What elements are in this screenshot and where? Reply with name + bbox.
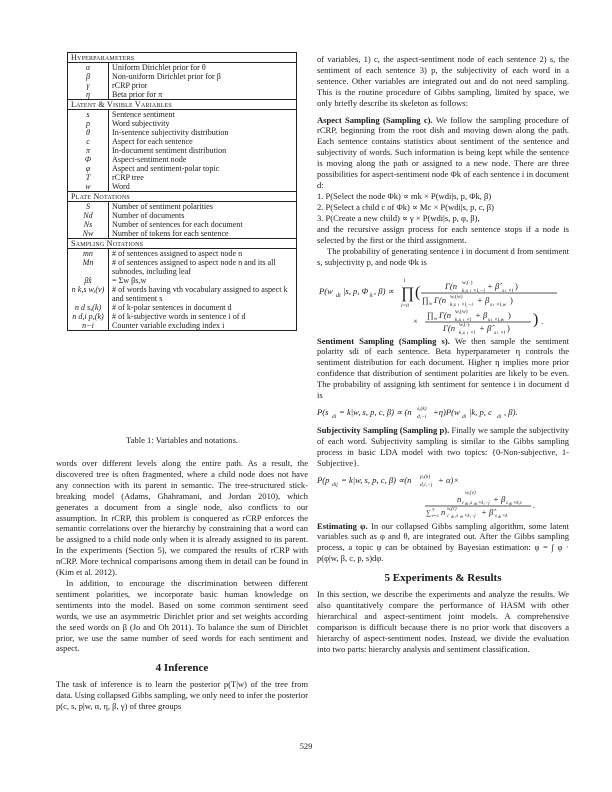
equation-graphic xyxy=(317,272,569,336)
svg-text:d,−i: d,−i xyxy=(417,413,427,420)
svg-text:, β).: , β). xyxy=(504,406,518,417)
table-row: Mn # of sentences assigned to aspect node n and its all subnodes, including leaf xyxy=(68,258,297,276)
svg-text:w: w xyxy=(434,316,438,322)
svg-text:d,i,−j: d,i,−j xyxy=(420,481,433,488)
table-row: α Uniform Dirichlet prior for θ xyxy=(68,63,297,73)
svg-text:×l,−i: ×l,−i xyxy=(473,287,485,294)
svg-text:×l,w: ×l,w xyxy=(494,316,505,323)
svg-text:s: s xyxy=(502,287,505,294)
svg-text:s: s xyxy=(506,500,508,506)
svg-text:×: × xyxy=(413,315,418,326)
svg-text:+ β: + β xyxy=(493,493,506,504)
svg-text:∑: ∑ xyxy=(426,508,431,517)
paragraph xyxy=(317,425,569,469)
page-number: 529 xyxy=(299,742,313,751)
svg-text:×l: ×l xyxy=(466,316,472,323)
svg-text:|k, p, c: |k, p, c xyxy=(469,406,492,417)
svg-text:n: n xyxy=(457,493,462,504)
table-section-header: Plate Notations xyxy=(68,192,297,202)
equation-subjectivity xyxy=(317,472,569,518)
paragraph-text: Finally we sample the subjectivity of each word. Subjectivity sampling is similar to the Gibbs sampling process in basic LDA model with two topics: {0-Non-subjective, 1-Subjective}. xyxy=(317,424,570,468)
svg-text:×k,−j: ×k,−j xyxy=(464,513,476,519)
svg-text:s: s xyxy=(488,316,491,323)
svg-text:i: i xyxy=(467,329,469,335)
svg-text:Γ(n: Γ(n xyxy=(439,309,452,320)
table-row: θ In-sentence subjectivity distribution xyxy=(68,128,297,137)
svg-text:dij: dij xyxy=(332,481,338,488)
table-row: γ rCRP prior xyxy=(68,81,297,90)
list-item: 1. P(Select the node Φk) ∝ mk × P(wdi|s, p, Φk, β) xyxy=(317,190,492,201)
table-row: η Beta prior for π xyxy=(68,90,297,100)
paragraph: The probability of generating sentence i in document d from sentiment s, subjectivity p, and node Φk is xyxy=(317,245,569,267)
table-row: n d,i p,(k) # of k-subjective words in sentence i of d xyxy=(68,312,297,321)
svg-text:= k|w, s, p, c, β) ∝ (n: = k|w, s, p, c, β) ∝ (n xyxy=(339,406,412,417)
svg-text:s: s xyxy=(494,329,497,336)
svg-text:c: c xyxy=(462,500,465,506)
svg-text:∏: ∏ xyxy=(422,295,429,305)
svg-text:i: i xyxy=(493,301,495,307)
equation-graphic xyxy=(317,404,569,420)
table-caption: Table 1: Variables and notations. xyxy=(125,435,239,445)
paragraph-text: We follow the sampling procedure of rCRP, beginning from the root dish and moving down along the path. Each sentence contains statistics about sentiment of the sentence and subjectivity of words. Such information is being kept while the sentence is moving along the path or assigned to a new node. There are three possibilities for aspect-sentiment node Φk of each sentence i in document d: xyxy=(317,114,569,190)
svg-text:w,(r): w,(r) xyxy=(447,506,457,512)
subsection-title: Sentiment Sampling (Sampling s). xyxy=(317,335,450,346)
table-row: c Aspect for each sentence xyxy=(68,137,297,146)
svg-text:(: ( xyxy=(415,283,421,301)
table-row: n k,s w,(v) # of words having vth vocabulary assigned to aspect k and sentiment s xyxy=(68,285,297,303)
svg-text:w,(v): w,(v) xyxy=(465,489,476,496)
svg-text:w,(·): w,(·) xyxy=(459,321,470,328)
svg-text:k: k xyxy=(370,292,373,299)
svg-text:l=0: l=0 xyxy=(401,302,409,309)
table-row: β Non-uniform Dirichlet prior for β xyxy=(68,72,297,81)
svg-text:= k|w, s, p, c, β) ∝(n: = k|w, s, p, c, β) ∝(n xyxy=(341,474,412,485)
subsection-title: Subjectivity Sampling (Sampling p). xyxy=(317,424,450,435)
svg-text:i: i xyxy=(497,329,499,335)
svg-text:k,s: k,s xyxy=(462,287,468,294)
svg-text:1: 1 xyxy=(403,277,406,284)
paragraph-text: We then sample the sentiment polarity sdi of each sentence. Beta hyperparameter η controls the sentiment distribution for each document. Higher η implies more prior confidence that distribution of sentiment polarities are likely to be even. The probability of assigning kth sentiment for sentence i in document d is xyxy=(317,335,570,401)
svg-text:c: c xyxy=(447,513,450,519)
svg-text:×l: ×l xyxy=(500,329,506,336)
paragraph: The task of inference is to learn the posterior p(T|w) of the tree from data. Using collapsed Gibbs sampling, we only need to infer the posterior p(c, s, p|w, α, η, β, γ) of three groups xyxy=(56,679,308,712)
svg-text:di: di xyxy=(497,413,502,420)
table-row: s Sentence sentiment xyxy=(68,110,297,120)
table-row: n−i Counter variable excluding index i xyxy=(68,321,297,331)
paragraph: words over different levels along the entire path. As a result, the discovered tree is often fragmented, where a child node does not have any connection with its parent in semantic. The tree-structured stick-breaking model (Adams, Ghahramani, and Jordan 2010), which generates a document from a single node, also conflicts to our assumption. In rCRP, this problem is conquered as rCRP enforces the semantic correlations over the hierarchy by constraining that a word can be assigned to a child node only when it is already assigned to its parent. In the experiments (Section 5), we compared the results of rCRP with nCRP. More technical comparisons among them in detail can be found in (Kim et al. 2012). xyxy=(56,458,308,578)
table-section-header: Sampling Notations xyxy=(68,239,297,249)
svg-text:×k,v: ×k,v xyxy=(513,500,523,506)
svg-text:s,(k): s,(k) xyxy=(417,405,427,412)
equation-graphic xyxy=(317,472,569,519)
paragraph xyxy=(317,115,569,191)
svg-text:+ β: + β xyxy=(475,309,488,320)
paragraph: In addition, to encourage the discrimination between different sentiment polarities, we incorporate basic human knowledge on sentiments into the model. Based on some common sentiment seed words, we use an asymmetric Dirichlet prior and set weights according the seed words on β (Jo and Oh 2011). To balance the sum of Dirichlet prior, we use the same number of seed words for each sentiment and aspect. xyxy=(56,577,308,654)
table-row: Nw Number of tokens for each sentence xyxy=(68,229,297,239)
paragraph: of variables, 1) c, the aspect-sentiment node of each sentence 2) s, the sentiment of each sentence 3) p, the subjectivity of each word in a sentence. Other variables are integrated out and do not need sampling. This is the routine procedure of Gibbs sampling, limited by space, we only briefly describe its skeleton as follows: xyxy=(317,54,569,108)
svg-text:i: i xyxy=(470,287,472,293)
svg-text:di: di xyxy=(451,513,455,519)
svg-text:k,s: k,s xyxy=(455,316,461,323)
table-row: p Word subjectivity xyxy=(68,119,297,128)
svg-text:k,s: k,s xyxy=(450,301,456,308)
svg-text:di: di xyxy=(498,513,502,519)
svg-text:p,(k): p,(k) xyxy=(420,473,431,480)
subsection-title: Aspect Sampling (Sampling c). xyxy=(317,114,433,125)
svg-text:i: i xyxy=(463,316,465,322)
table-row: Φ Aspect-sentiment node xyxy=(68,155,297,164)
svg-text:): ) xyxy=(515,280,518,291)
svg-text:×l,w: ×l,w xyxy=(496,301,507,308)
svg-text:): ) xyxy=(507,322,510,333)
table-row: φ Aspect and sentiment-polar topic xyxy=(68,164,297,173)
equation-sentiment xyxy=(317,404,569,422)
svg-text:di: di xyxy=(465,500,469,506)
svg-text:w,(w): w,(w) xyxy=(450,293,463,300)
svg-text:×l: ×l xyxy=(470,329,476,336)
table-row: n d s,(k) # of k-polar sentences in document d xyxy=(68,303,297,312)
equation-likelihood xyxy=(317,272,569,336)
svg-text:di: di xyxy=(336,292,341,299)
left-column xyxy=(56,458,308,712)
section-heading: 4 Inference xyxy=(155,662,209,675)
paragraph xyxy=(317,336,569,401)
svg-text:): ) xyxy=(510,294,513,305)
table-section-header: Hyperparameters xyxy=(68,53,297,63)
svg-text:r=1: r=1 xyxy=(432,512,440,518)
svg-text:s: s xyxy=(495,513,497,519)
svg-text:+ β̂: + β̂ xyxy=(479,322,492,333)
svg-text:+ β̂: + β̂ xyxy=(481,506,494,517)
list-item: 2. P(Select a child c of Φk) ∝ Mc × P(wdi|s, p, c, β) xyxy=(317,201,494,212)
svg-text:+η)P(w: +η)P(w xyxy=(433,406,460,417)
table-row: Nd Number of documents xyxy=(68,211,297,220)
list-item: 3. P(Create a new child) ∝ γ × P(wdi|s, p, φ, β), xyxy=(317,212,480,223)
svg-text:,s: ,s xyxy=(455,513,459,519)
svg-text:i: i xyxy=(505,287,507,293)
svg-text:di: di xyxy=(460,513,464,519)
svg-text:×l,−i: ×l,−i xyxy=(461,301,473,308)
svg-text:w,(·): w,(·) xyxy=(462,279,473,286)
svg-text:Γ(n: Γ(n xyxy=(445,280,458,291)
svg-text:i: i xyxy=(491,316,493,322)
table-row: mn # of sentences assigned to aspect node n xyxy=(68,249,297,259)
svg-text:di: di xyxy=(474,500,478,506)
svg-text:di: di xyxy=(332,413,337,420)
table-row: π In-document sentiment distribution xyxy=(68,146,297,155)
svg-text:): ) xyxy=(508,309,511,320)
right-column xyxy=(317,54,569,655)
paragraph xyxy=(317,521,569,565)
svg-text:di: di xyxy=(462,413,467,420)
paragraph-text: In our collapsed Gibbs sampling algorithm, some latent variables such as φ and θ, are integrated out. After the Gibbs sampling process, a topic φ can be obtained by Bayesian estimation: φ = ∫ φ · p(φ|w, β, c, p, s)dφ. xyxy=(317,520,570,564)
table-row: β̂s = Σw βs,w xyxy=(68,276,297,285)
table-row: S Number of sentiment polarities xyxy=(68,202,297,212)
variables-table xyxy=(67,52,297,331)
svg-text:∏: ∏ xyxy=(427,310,434,320)
table-row: Ns Number of sentences for each document xyxy=(68,220,297,229)
svg-text:di: di xyxy=(509,500,513,506)
table-row: T rCRP tree xyxy=(68,173,297,182)
svg-text:|s, p, Φ: |s, p, Φ xyxy=(343,285,369,296)
svg-text:w,(w): w,(w) xyxy=(455,308,468,315)
svg-text:s: s xyxy=(490,301,493,308)
svg-text:P(s: P(s xyxy=(317,406,329,417)
table-row: w Word xyxy=(68,182,297,192)
svg-text:, β) ∝: , β) ∝ xyxy=(374,285,394,296)
svg-text:+ β̂: + β̂ xyxy=(487,280,500,291)
svg-text:+ β: + β xyxy=(477,294,490,305)
svg-text:.: . xyxy=(533,499,536,510)
svg-text:P(p: P(p xyxy=(317,474,330,485)
svg-text:Γ(n: Γ(n xyxy=(443,322,456,333)
svg-text:i: i xyxy=(458,301,460,307)
table-section-header: Latent & Visible Variables xyxy=(68,100,297,110)
svg-text:×k,−j: ×k,−j xyxy=(478,500,490,506)
svg-text:k,s: k,s xyxy=(459,329,465,336)
subsection-title: Estimating φ. xyxy=(317,520,368,531)
svg-text:.: . xyxy=(541,315,544,326)
svg-text:): ) xyxy=(533,310,539,328)
svg-text:w: w xyxy=(429,301,433,307)
paragraph: In this section, we describe the experiments and analyze the results. We also quantitatively compare the performance of HASM with other hierarchical and aspect-sentiment joint models. A comprehensive comparison is difficult because there is no prior work that discovers a hierarchy of aspect-sentiment nodes. Instead, we divide the evaluation into two parts: hierarchy analysis and sentiment classification. xyxy=(317,589,569,654)
svg-text:,s: ,s xyxy=(469,500,473,506)
svg-text:n: n xyxy=(441,506,446,517)
svg-text:V: V xyxy=(432,506,435,512)
svg-text:×l: ×l xyxy=(508,287,514,294)
svg-text:×k: ×k xyxy=(502,513,508,519)
svg-text:∏: ∏ xyxy=(401,284,415,302)
svg-text:Γ(n: Γ(n xyxy=(434,294,447,305)
paragraph: and the recursive assign process for each sentence stops if a node is selected by the first or the third assignment. xyxy=(317,223,569,245)
section-heading: 5 Experiments & Results xyxy=(384,572,502,585)
svg-text:P(w: P(w xyxy=(319,285,333,296)
svg-text:+ α)×: + α)× xyxy=(438,474,460,485)
